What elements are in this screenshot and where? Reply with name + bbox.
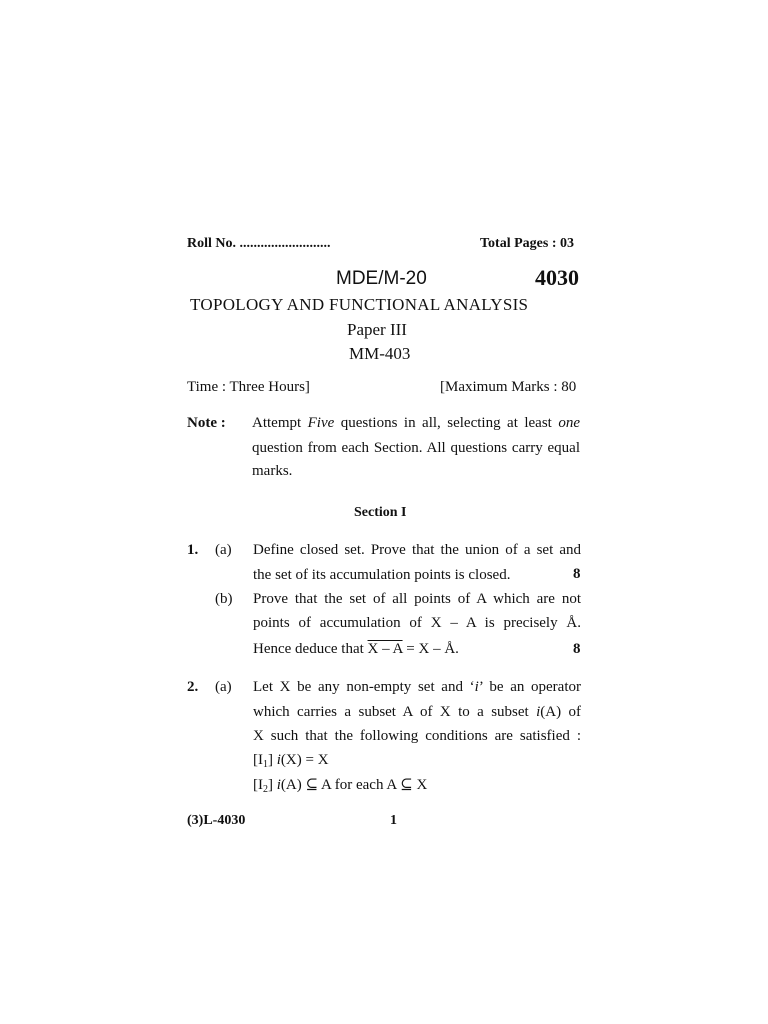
subject-title: TOPOLOGY AND FUNCTIONAL ANALYSIS: [190, 295, 529, 314]
total-pages: Total Pages : 03: [480, 236, 574, 251]
note-label: Note :: [187, 415, 226, 431]
question-1b-label: (b): [215, 591, 233, 607]
roll-number-field: Roll No. ..........................: [187, 236, 331, 251]
question-1b-line-3: Hence deduce that X – A = X – Å.: [253, 641, 459, 657]
question-1a-line-1: Define closed set. Prove that the union of a set and: [253, 542, 581, 558]
paper-code: 4030: [535, 265, 579, 290]
footer-code: (3)L-4030: [187, 813, 246, 828]
course-code: MM-403: [349, 344, 411, 363]
exam-duration: Time : Three Hours]: [187, 379, 310, 395]
question-2a-line-2: which carries a subset A of X to a subset i(A) of: [253, 704, 581, 720]
page-number: 1: [390, 813, 397, 828]
note-line-1: Attempt Five questions in all, selecting at least one: [252, 415, 580, 431]
question-1b-line-1: Prove that the set of all points of A which are not: [253, 591, 581, 607]
question-2a-label: (a): [215, 679, 232, 695]
maximum-marks: [Maximum Marks : 80: [440, 379, 577, 395]
question-1b-line-2: points of accumulation of X – A is precisely Å.: [253, 615, 581, 631]
paper-number: Paper III: [347, 320, 407, 339]
question-2-number: 2.: [187, 679, 199, 695]
question-1a-line-2: the set of its accumulation points is closed.: [253, 567, 511, 583]
section-heading: Section I: [354, 505, 407, 520]
note-line-2: question from each Section. All questions carry equal: [252, 440, 580, 456]
question-1a-label: (a): [215, 542, 232, 558]
condition-i1: $[I_1] i(X) = X$: [253, 752, 329, 770]
question-1-number: 1.: [187, 542, 199, 558]
question-1a-marks: 8: [573, 566, 581, 582]
exam-code: MDE/M-20: [336, 268, 427, 289]
question-1b-marks: 8: [573, 641, 581, 657]
question-2a-line-1: Let X be any non-empty set and ‘i’ be an operator: [253, 679, 581, 695]
question-2a-line-3: X such that the following conditions are satisfied :: [253, 728, 581, 744]
note-line-3: marks.: [252, 463, 293, 479]
condition-i2: $[I_2]$ i(A) ⊆ A for each A ⊆ X: [253, 777, 428, 795]
